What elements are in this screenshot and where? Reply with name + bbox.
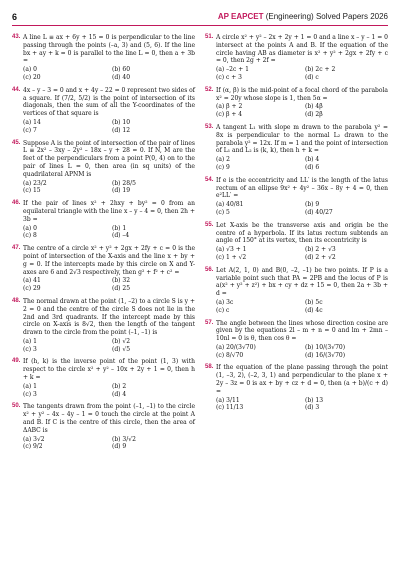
options-grid [12,66,195,82]
options-grid [205,66,388,82]
question-head [205,267,388,298]
question-number: 46. [12,200,21,207]
series-title [218,12,388,22]
question-number: 52. [205,86,214,93]
answer-option: (d) 40 [112,73,131,81]
options-grid [12,180,195,196]
question-number: 44. [12,86,21,93]
answer-option: (b) 3/√2 [112,435,136,443]
answer-option: (b) 4β [305,103,323,111]
options-grid [205,299,388,315]
question-head [205,87,388,103]
answer-option: (d) 16/(3√70) [305,351,346,359]
answer-option: (c) 5 [216,208,230,216]
answer-option: (b) 10 [112,118,131,126]
answer-option: (d) –4 [112,232,130,240]
options-grid [12,119,195,135]
answer-option: (b) √2 [112,337,131,345]
question [205,320,388,360]
question-head [205,124,388,155]
answer-option: (c) 3 [23,345,37,353]
series-subtitle: (Engineering) Solved Papers 2026 [263,12,388,22]
question-text: The centre of a circle x² + y² + 2gx + 2fy + c = 0 is the point of intersection of the X-axis and the line x + by + g = 0. If the intercepts made by this circle on X and Y-axes are 6 and 2√3 respectively, then g² + f² + c² = [23,245,195,276]
answer-option: (b) 9 [305,201,320,209]
question-number: 43. [12,34,21,40]
answer-option: (c) 20 [23,73,41,81]
question-number: 54. [205,176,214,183]
question [12,87,195,135]
answer-option: (c) β + 4 [216,111,243,119]
question-text: A tangent L₁ with slope m drawn to the parabola y² = 8x is perpendicular to the normal L₂ drawn to the parabola y² = 12x. If m = 1 and the point of intersection of L₁ and L₂ is (k, k), then h + k = [216,123,388,155]
options-grid [205,201,388,217]
answer-option: (a) 14 [23,118,41,126]
answer-option: (c) 15 [23,187,41,195]
left-column [12,34,195,456]
question-head [205,320,388,343]
options-grid [205,344,388,360]
question-number: 49. [12,358,21,365]
answer-option: (d) 19 [112,187,131,195]
answer-option: (d) 12 [112,126,131,134]
question-head [12,403,195,434]
answer-option: (a) –2c + 1 [216,66,250,74]
answer-option: (c) 1 + √2 [216,253,247,261]
question-text: 4x – y – 3 = 0 and x + 4y – 22 = 0 represent two sides of a square. If (7/2, 5/2) is the point of intersection of its diagonals, then the sum of all the Y-coordinates of the vertices of that square is [23,86,196,118]
answer-option: (c) c + 3 [216,73,242,81]
answer-option: (d) 9 [112,443,127,451]
question [205,124,388,172]
answer-option: (b) 13 [305,396,324,404]
answer-option: (b) 4 [305,156,320,164]
question-head [12,87,195,118]
question-columns [12,34,388,456]
answer-option: (a) β + 2 [216,103,243,111]
answer-option: (a) 2 [216,156,230,164]
question-number: 50. [12,403,21,410]
question-head [12,245,195,276]
question [12,358,195,398]
options-grid [12,383,195,399]
answer-option: (a) 23/2 [23,179,47,187]
answer-option: (b) 60 [112,66,131,74]
question [205,34,388,82]
answer-option: (b) 10/(3√70) [305,343,346,351]
question-head [205,364,388,395]
question [205,364,388,412]
options-grid [205,397,388,413]
options-grid [205,246,388,262]
question-number: 47. [12,245,21,252]
options-grid [205,156,388,172]
answer-option: (c) 8 [23,232,37,240]
answer-option: (a) 0 [23,224,37,232]
question [12,200,195,240]
answer-option: (d) 3 [305,404,320,412]
question-text: Suppose A is the point of intersection of the pair of lines L ≡ 2x² – 3xy – 2y² – 18x – y + 28 = 0. If N, M are the feet of the perpendiculars from a point P(0, 4) on to the pair of lines L = 0, then area (in sq units) of the quadrilateral APNM is [23,139,195,178]
question-text: Let A(2, 1, 0) and B(0, –2, –1) be two points. If P is a variable point such that PA = 2PB and the locus of P is a(x² + y² + z²) + bx + cy + dz + 15 = 0, then 2a + 3b + d = [216,266,388,298]
question-head [205,222,388,245]
question-text: A line L ≡ ax + 6y + 15 = 0 is perpendicular to the line passing through the points (–a, 3) and (5, 6). If the line bx + ay + k = 0 is parallel to the line L = 0, then a + 3b = [23,34,195,65]
question-head [12,140,195,179]
answer-option: (d) √5 [112,345,131,353]
question-number: 56. [205,266,214,273]
answer-option: (a) 1 [23,337,37,345]
answer-option: (d) c [305,73,319,81]
answer-option: (d) 4 [112,390,127,398]
question-text: The normal drawn at the point (1, –2) to a circle S is y + 2 = 0 and the centre of the circle S does not lie in the 2nd and 3rd quadrants. If the intercept made by this circle on X-axis is 8√2, then the length of the tangent drawn to the circle from the point (–1, –1) is [23,297,195,337]
series-brand: AP EAPCET [217,12,264,22]
question-head [205,34,388,65]
answer-option: (a) 1 [23,382,37,390]
question-head [205,177,388,200]
question-number: 45. [12,139,21,146]
question-text: Let X-axis be the transverse axis and origin be the centre of a hyperbola. If its latus rectum subtends an angle of 150° at its vertex, then its eccentricity is [216,221,388,245]
question-number: 55. [205,221,214,228]
question-head [12,298,195,337]
answer-option: (a) 20/(3√70) [216,343,256,351]
page-number: 6 [12,11,18,22]
answer-option: (d) 6 [305,163,320,171]
question-head [12,200,195,223]
question [205,87,388,119]
answer-option: (c) 3 [23,390,37,398]
question-text: If the pair of lines x² + 2hxy + by² = 0 from an equilateral triangle with the line x – y – 4 = 0, then 2h + 3b = [23,200,195,223]
question-text: The angle between the lines whose direction cosine are given by the equations 2l – m + n = 0 and lm + 2mn – 10nl = 0 is θ, then cos θ = [216,319,388,343]
answer-option: (d) 2 + √2 [305,253,336,261]
question [12,403,195,451]
question-head [12,358,195,381]
answer-option: (c) 9 [216,163,230,171]
question [205,222,388,262]
answer-option: (c) 7 [23,126,37,134]
answer-option: (d) 25 [112,285,131,293]
question-number: 53. [205,123,214,130]
question-number: 58. [205,364,214,371]
question [12,298,195,354]
answer-option: (b) 28/5 [112,179,136,187]
answer-option: (d) 2β [305,111,323,119]
question-text: The tangents drawn from the point (–1, –1) to the circle x² + y² – 4x – 4y – 1 = 0 touch the circle at the point A and B. If C is the centre of this circle, then the area of ΔABC is [23,403,195,434]
answer-option: (a) 0 [23,66,37,74]
right-column [205,34,388,456]
question [205,177,388,217]
question-text: If the equation of the plane passing through the point (1, –3, 2), (–2, 3, 1) and perpendicular to the plane x + 2y – 3z = 0 is ax + by + cz + d = 0, then (a + b)/(c + d) = [216,364,388,395]
answer-option: (a) 3c [216,298,234,306]
answer-option: (a) 3/11 [216,396,240,404]
answer-option: (d) 4c [305,306,323,314]
options-grid [12,436,195,452]
question-text: If (h, k) is the inverse point of the point (1, 3) with respect to the circle x² + y² – 10x + 2y + 1 = 0, then h + k = [23,358,195,382]
question-number: 48. [12,297,21,304]
answer-option: (c) 9/2 [23,443,43,451]
question [12,245,195,293]
question-text: If e is the eccentricity and LL′ is the length of the latus rectum of an ellipse 9x² + 4y² – 36x – 8y + 4 = 0, then e²LL′ = [216,176,388,200]
answer-option: (b) 2c + 2 [305,66,336,74]
question-number: 57. [205,319,214,326]
question-text: If (α, β) is the mid-point of a focal chord of the parabola x² = 20y whose slope is 1, then 5α = [216,86,388,102]
answer-option: (a) 3√2 [23,435,45,443]
question [12,34,195,82]
question [12,140,195,196]
answer-option: (d) 40/27 [305,208,333,216]
answer-option: (c) 8/√70 [216,351,244,359]
answer-option: (c) c [216,306,230,314]
question [205,267,388,315]
question-number: 51. [205,34,214,40]
options-grid [12,338,195,354]
options-grid [205,103,388,119]
answer-option: (b) 5c [305,298,323,306]
answer-option: (a) √3 + 1 [216,246,247,254]
page-header [12,10,388,26]
question-text: A circle x² + y² – 2x + 2y + 1 = 0 and a line x – y – 1 = 0 intersect at the points A and B. If the equation of the circle having AB as diameter is x² + y² + 2gx + 2fy + c = 0, then 2g + 2f = [216,34,388,65]
answer-option: (a) 40/81 [216,201,244,209]
answer-option: (c) 29 [23,285,41,293]
answer-option: (b) 32 [112,277,131,285]
answer-option: (a) 41 [23,277,41,285]
options-grid [12,225,195,241]
answer-option: (b) 2 [112,382,127,390]
options-grid [12,277,195,293]
answer-option: (b) 1 [112,224,127,232]
question-head [12,34,195,65]
answer-option: (c) 11/13 [216,404,244,412]
answer-option: (b) 2 + √3 [305,246,336,254]
